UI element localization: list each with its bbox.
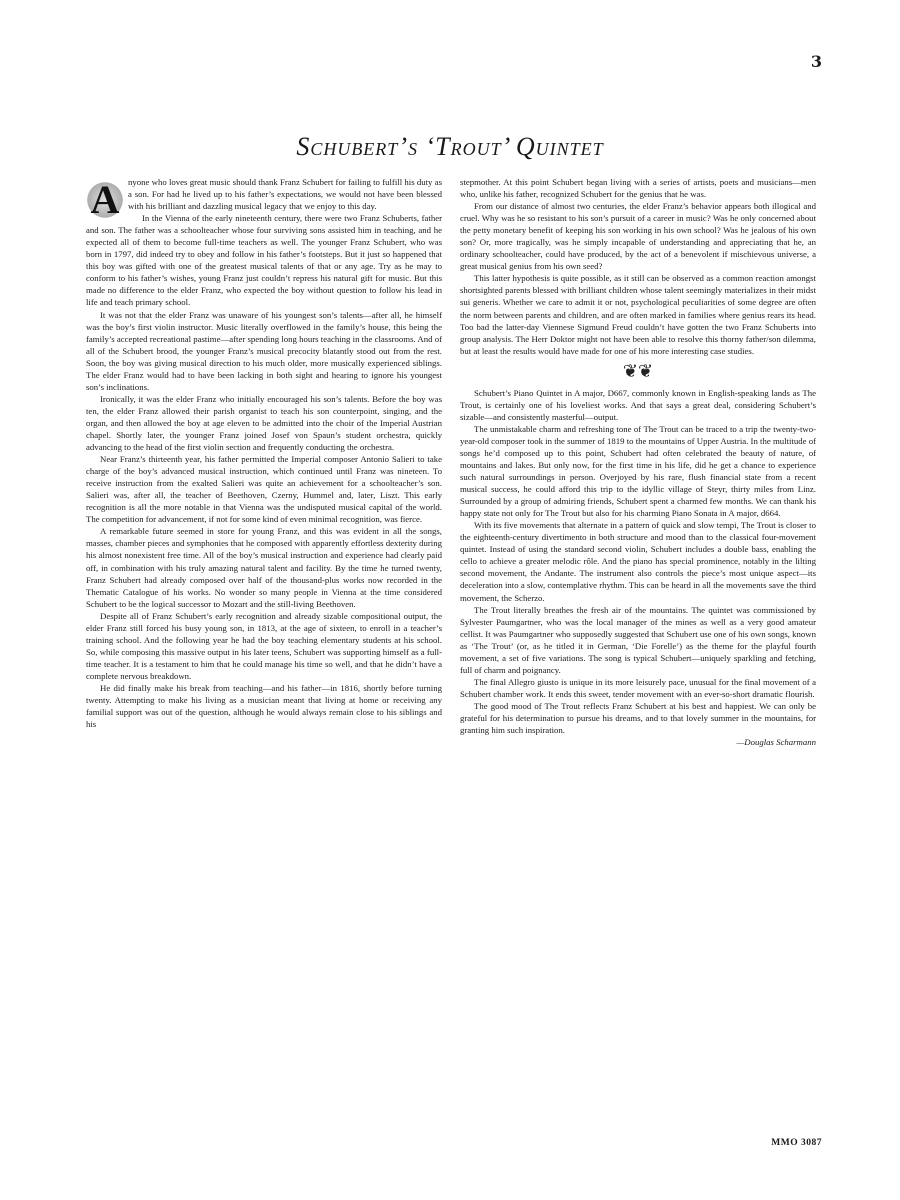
paragraph: Schubert’s Piano Quintet in A major, D667, commonly known in English-speaking lands as The Trout, is certainly one of his loveliest works. And that says a great deal, considering Schubert’s sizable—and consistently masterful—output. [460,387,816,422]
paragraph: A remarkable future seemed in store for young Franz, and this was evident in all the songs, masses, chamber pieces and symphonies that he composed with apparently effortless dexterity during his almost nonexistent free time. All of the boy’s musical instruction and experience had clearly paid off, in combination with his truly amazing natural talent and facility. By the time he turned twenty, Franz Schubert had already composed over half of the thousand-plus works now recorded in the Thematic Catalogue of his works. No wonder so many people in Vienna at the time considered Schubert to be the logical successor to Mozart and the still-living Beethoven. [86,526,442,609]
drop-cap [86,178,124,222]
paragraph-text: nyone who loves great music should thank Franz Schubert for failing to fulfill his duty as a son. For had he lived up to his father’s expectations, we would not have been blessed with his brilliant and dazzling musical legacy that we enjoy to this day. [128,177,442,212]
right-column [460,176,816,1056]
paragraph: From our distance of almost two centuries, the elder Franz’s behavior appears both illogical and cruel. Why was he so resistant to his son’s pursuit of a career in music? Was he only concerned about the petty monetary benefit of keeping his son working in his own school? Was he jealous of his own son? Or, more tragically, was he simply incapable of understanding and appreciating that he, an ordinary schoolteacher, could have produced, by the act of a benevolent if mischievous universe, a great musical genius from his own seed? [460,201,816,272]
author-signature: —Douglas Scharmann [736,737,816,748]
paragraph: Despite all of Franz Schubert’s early recognition and already sizable compositional output, the elder Franz still forced his busy young son, in 1813, at the age of sixteen, to enroll in a teacher’s training school. And the following year he had the boy teaching elementary students at his school. So, while composing this massive output in his later teens, Schubert was supporting himself as a full-time teacher. It is a testament to him that he could manage his time so well, and that he didn’t have a complete nervous breakdown. [86,610,442,681]
article-title: Schubert’s ‘Trout’ Quintet [296,132,604,161]
page-number: 3 [810,52,822,71]
paragraph: He did finally make his break from teaching—and his father—in 1816, shortly before turning twenty. Attempting to make his living as a musician meant that living at home or receiving any familial support was out of the question, although he would always remain close to his siblings and his [86,682,442,730]
paragraph: The Trout literally breathes the fresh air of the mountains. The quintet was commissioned by Sylvester Paumgartner, who was the local manager of the mines as well as a very good amateur cellist. It was Paumgartner who supposedly suggested that Schubert use one of his own songs, known as ‘The Trout’ (or, as he titled it in German, ‘Die Forelle’) as the theme for the playful fourth movement, a set of five variations. The song is typical Schubert—uniquely sparkling and fetching, full of charm and poignancy. [460,604,816,675]
paragraph: The final Allegro giusto is unique in its more leisurely pace, unusual for the final movement of a Schubert chamber work. It ends this sweet, tender movement with an ever-so-short dramatic flourish. [460,676,816,699]
section-divider-icon: ❦❦ [622,360,654,382]
paragraph [86,176,442,222]
paragraph: Near Franz’s thirteenth year, his father permitted the Imperial composer Antonio Salieri to take charge of the boy’s advanced musical instruction, which continued until Franz was nineteen. To receive instruction from the exalted Salieri was quite an achievement for a schoolteacher’s son. Salieri was, after all, the teacher of Beethoven, Czerny, Hummel and, later, Liszt. This early recognition is all the more notable in that Vienna was the undisputed musical capital of the world. The competition for advancement, if not for some kind of even minimal recognition, was fierce. [86,454,442,525]
paragraph: stepmother. At this point Schubert began living with a series of artists, poets and musicians—men who, unlike his father, recognized Schubert for the genius that he was. [460,177,816,200]
paragraph: With its five movements that alternate in a pattern of quick and slow tempi, The Trout is closer to the eighteenth-century divertimento in both structure and mood than to the classical four-movement quintet. Instead of using the standard second violin, Schubert includes a double bass, enabling the cello to achieve a greater melodic rôle. And the piano has special prominence, notably in the lilting second movement, the Andante. The instrument also controls the piece’s most unique aspect—its deceleration into a slow, contemplative rhythm. This can be heard in all the movements save the third movement, the Scherzo. [460,520,816,603]
left-column [86,176,442,1056]
paragraph: Ironically, it was the elder Franz who initially encouraged his son’s talents. Before the boy was ten, the elder Franz allowed their parish organist to teach his son counterpoint, singing, and the organ, and then allowed the boy at age eleven to be admitted into the choir of the Imperial Austrian chapel. Shortly later, the younger Franz joined Josef von Spaun’s student orchestra, quickly advancing to the head of the first violin section and frequently conducting the orchestra. [86,393,442,453]
paragraph: In the Vienna of the early nineteenth century, there were two Franz Schuberts, father and son. The father was a schoolteacher whose four surviving sons assisted him in teaching, and he expected all of them to become full-time teachers as well. The younger Franz Schubert, who was born in 1797, did indeed try to obey and follow in his father’s footsteps. But it just so happened that this boy was gifted with one of the greatest musical talents of that or any age. Try as he may to conform to his father’s wishes, young Franz just couldn’t repress his natural gift for music. But this made no difference to the elder Franz, who expected the boy without question to follow his lead in life and teach primary school. [86,213,442,308]
paragraph: This latter hypothesis is quite possible, as it still can be observed as a common reaction amongst shortsighted parents blessed with brilliant children whose talent seemingly materializes in their midst sui generis. Whether we care to admit it or not, psychological peculiarities of some degree are often the norm between parents and children, and are often marked in families where genius rears its head. Too bad the latter-day Viennese Sigmund Freud couldn’t have gotten the two Franz Schuberts into group analysis. The Herr Doktor might not have been able to resolve this thorny father/son dilemma, but at least the results would have made for one of his more interesting case studies. [460,273,816,356]
paragraph: The good mood of The Trout reflects Franz Schubert at his best and happiest. We can only be grateful for his determination to pursue his dreams, and to that lovely summer in the mountains, for granting him such inspiration. [460,700,816,736]
paragraph: It was not that the elder Franz was unaware of his youngest son’s talents—after all, he himself was the boy’s first violin instructor. Music literally overflowed in the family’s house, this being the family’s accepted recreational pastime—after spending long hours teaching in the classrooms. And of all of the Schubert brood, the younger Franz’s musical precocity blatantly stood out from the rest. Soon, the boy was giving musical direction to his much older, more musically experienced siblings. The elder Franz would had to have been lacking in both sight and hearing to ignore his youngest son’s inclinations. [86,309,442,392]
drop-cap-letter: A [90,176,120,222]
catalog-number: MMO 3087 [771,1138,822,1148]
article-body [86,176,816,1056]
paragraph: The unmistakable charm and refreshing tone of The Trout can be traced to a trip the twenty-two-year-old composer took in the summer of 1819 to the mountains of Upper Austria. In the multitude of songs he’d composed up to this point, Schubert had often celebrated the beauty of nature, of mountains and lakes. But only now, for the first time in his life, did he get a chance to experience such natural surroundings in person. Overjoyed by his rare, flush financial state from a recent musical success, he could afford this trip to the idyllic village of Steyr, thirty miles from Linz. Surrounded by a group of admiring friends, Schubert spent a charmed few months. We can thank his happy state not only for The Trout but also for his charming Piano Sonata in A major, d664. [460,423,816,519]
